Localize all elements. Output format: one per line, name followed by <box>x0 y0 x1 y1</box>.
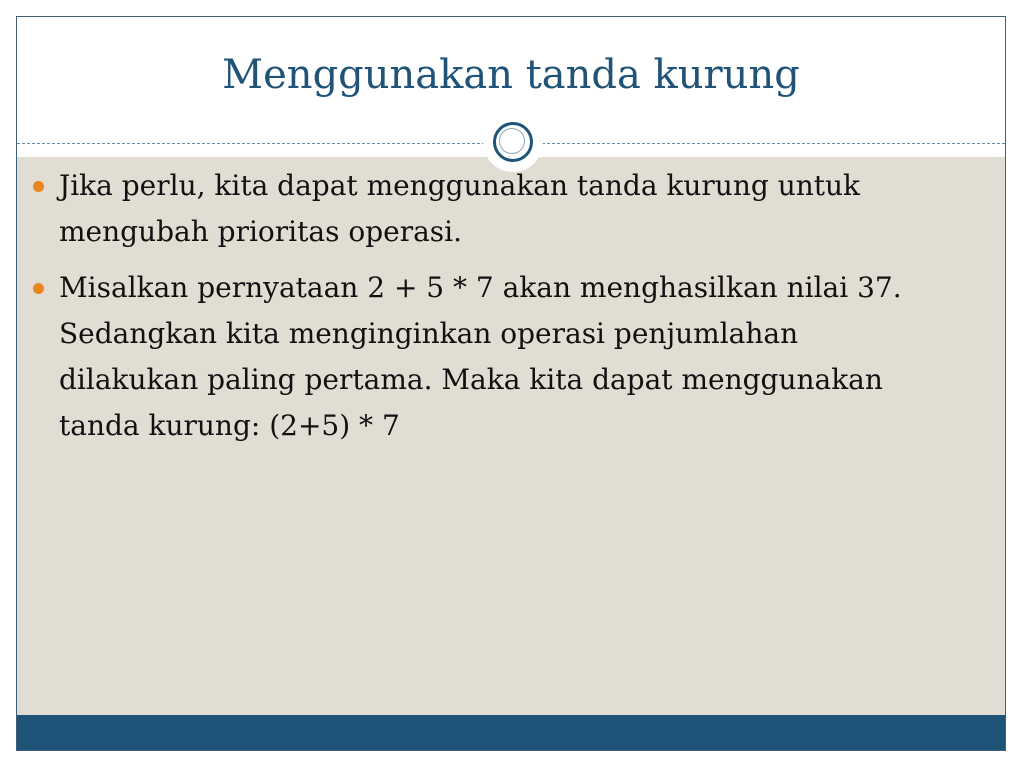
bullet-dot-icon <box>33 181 44 192</box>
ornament-ring <box>493 122 533 162</box>
bullet-list <box>33 163 933 459</box>
bullet-dot-icon <box>33 283 44 294</box>
footer-bar <box>17 715 1005 751</box>
bullet-text: Misalkan pernyataan 2 + 5 * 7 akan menghasilkan nilai 37. Sedangkan kita menginginkan operasi penjumlahan dilakukan paling pertama. Maka kita dapat menggunakan tanda kurung: (2+5) * 7 <box>59 271 902 442</box>
slide-title: Menggunakan tanda kurung <box>222 52 800 98</box>
bullet-text: Jika perlu, kita dapat menggunakan tanda kurung untuk mengubah prioritas operasi. <box>59 169 861 248</box>
bullet-item <box>33 265 933 449</box>
bullet-item <box>33 163 933 255</box>
